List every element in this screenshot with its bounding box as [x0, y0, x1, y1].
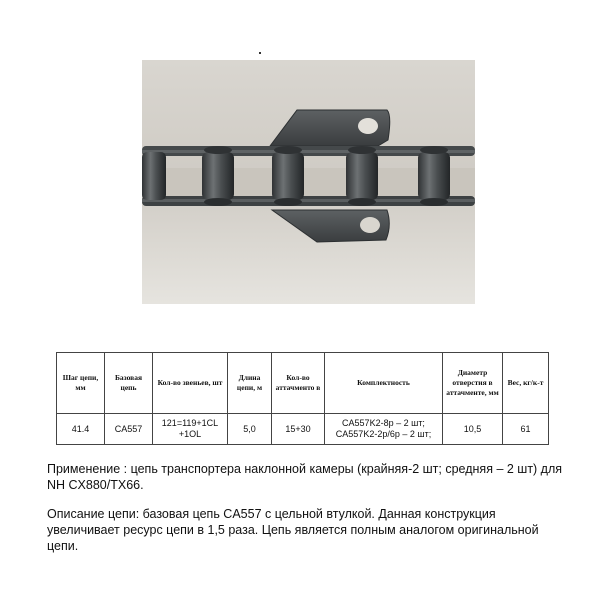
product-photo: [142, 60, 475, 304]
description-paragraph: Описание цепи: базовая цепь CA557 с цельной втулкой. Данная конструкция увеличивает ресурс цепи в 1,5 раза. Цепь является полным аналогом оригинальной цепи.: [47, 507, 539, 553]
header-pitch: Шаг цепи, мм: [57, 353, 105, 414]
cell-links-line2: +1OL: [178, 429, 202, 439]
header-base-chain: Базовая цепь: [105, 353, 153, 414]
cell-pitch: 41.4: [57, 414, 105, 445]
header-attachments-count: Кол-во аттачменто в: [272, 353, 325, 414]
cell-weight: 61: [503, 414, 549, 445]
application-paragraph: Применение : цепь транспортера наклонной камеры (крайняя-2 шт; средняя – 2 шт) для NH CX880/TX66.: [47, 462, 563, 492]
cell-hole-diameter: 10,5: [443, 414, 503, 445]
header-links-count: Кол-во звеньев, шт: [153, 353, 228, 414]
cell-attachments-count: 15+30: [272, 414, 325, 445]
header-weight: Вес, кг/к-т: [503, 353, 549, 414]
stray-dot: [259, 52, 261, 54]
header-kit: Комплектность: [325, 353, 443, 414]
cell-kit-line1: CA557K2-8р – 2 шт;: [342, 418, 425, 428]
cell-kit: [325, 414, 443, 445]
header-length: Длина цепи, м: [228, 353, 272, 414]
cell-kit-line2: CA557K2-2р/6р – 2 шт;: [335, 429, 432, 439]
cell-links-line1: 121=119+1CL: [161, 418, 219, 428]
cell-length: 5,0: [228, 414, 272, 445]
table-header-row: [57, 353, 549, 414]
cell-links-count: [153, 414, 228, 445]
cell-base-chain: CA557: [105, 414, 153, 445]
header-hole-diameter: Диаметр отверстия в аттачменте, мм: [443, 353, 503, 414]
specification-table: [56, 352, 549, 445]
table-row: [57, 414, 549, 445]
roller-chain-with-attachments-photo: [142, 60, 475, 304]
